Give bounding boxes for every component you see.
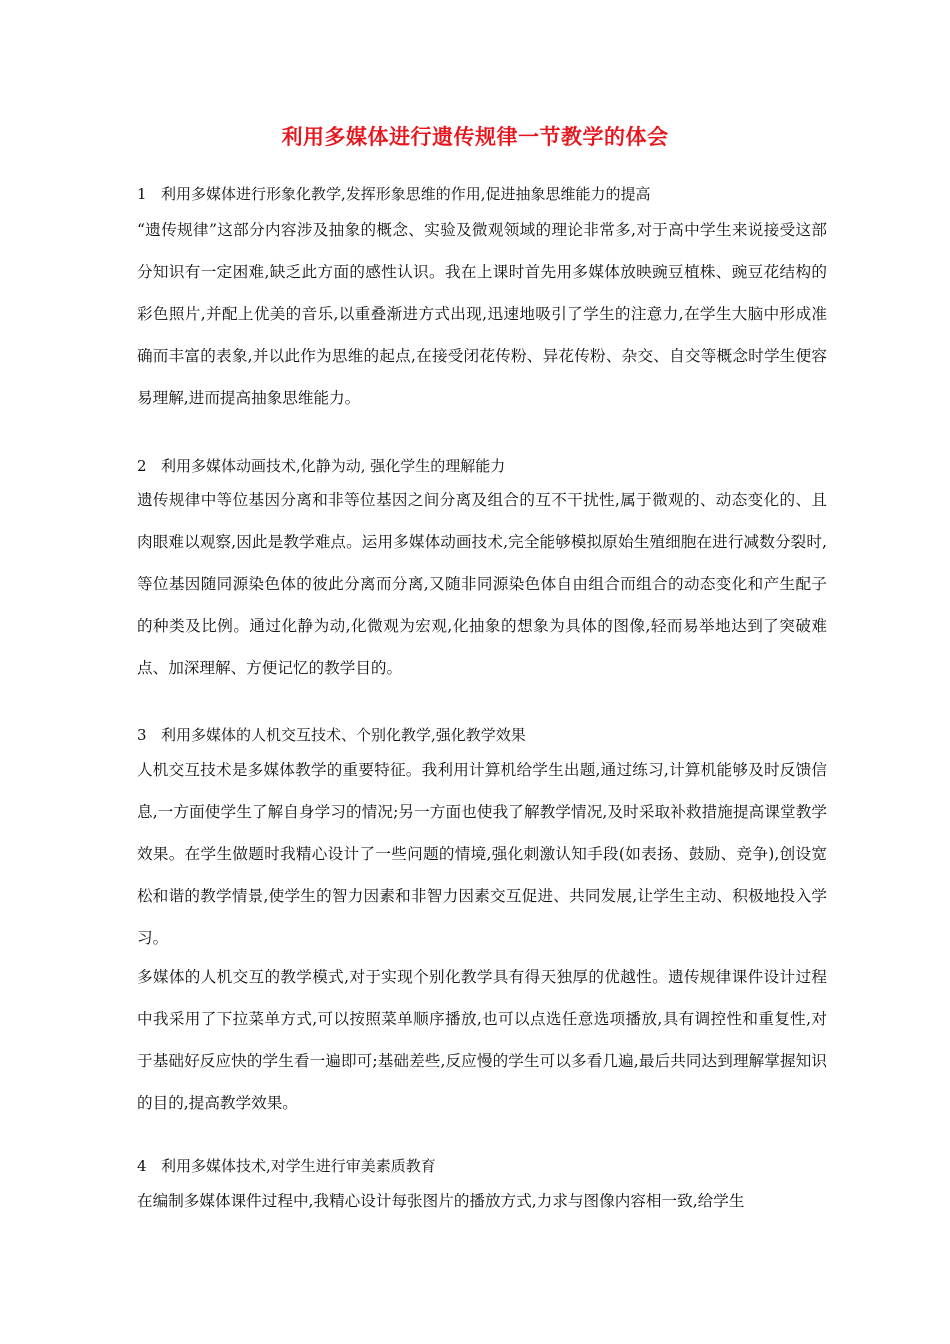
document-title: 利用多媒体进行遗传规律一节教学的体会 (281, 125, 669, 149)
section-3-number: 3 (137, 726, 147, 744)
section-2-heading-text: 利用多媒体动画技术,化静为动, 强化学生的理解能力 (161, 457, 506, 475)
section-1-paragraph-1: “遗传规律”这部分内容涉及抽象的概念、实验及微观领域的理论非常多,对于高中学生来说接受这部分知识有一定困难,缺乏此方面的感性认识。我在上课时首先用多媒体放映豌豆植株、豌豆花结构的彩色照片,并配上优美的音乐,以重叠渐进方式出现,迅速地吸引了学生的注意力,在学生大脑中形成准确而丰富的表象,并以此作为思维的起点,在接受闭花传粉、异花传粉、杂交、自交等概念时学生便容易理解,进而提高抽象思维能力。 (137, 221, 827, 407)
section-2-paragraph-1: 遗传规律中等位基因分离和非等位基因之间分离及组合的互不干扰性,属于微观的、动态变化的、且肉眼难以观察,因此是教学难点。运用多媒体动画技术,完全能够模拟原始生殖细胞在进行减数分裂时,等位基因随同源染色体的彼此分离而分离,又随非同源染色体自由组合而组合的动态变化和产生配子的种类及比例。通过化静为动,化微观为宏观,化抽象的想象为具体的图像,轻而易举地达到了突破难点、加深理解、方便记忆的教学目的。 (137, 491, 827, 677)
section-4-paragraph-1: 在编制多媒体课件过程中,我精心设计每张图片的播放方式,力求与图像内容相一致,给学生 (137, 1192, 745, 1210)
section-4-heading-text: 利用多媒体技术,对学生进行审美素质教育 (161, 1157, 436, 1175)
section-1-heading (137, 183, 837, 205)
section-1-heading-text: 利用多媒体进行形象化教学,发挥形象思维的作用,促进抽象思维能力的提高 (161, 185, 651, 203)
section-4-number: 4 (137, 1157, 147, 1175)
section-2-number: 2 (137, 457, 147, 475)
section-1-number: 1 (137, 185, 147, 203)
section-3-heading-text: 利用多媒体的人机交互技术、个别化教学,强化教学效果 (161, 726, 526, 744)
section-3-paragraph-1: 人机交互技术是多媒体教学的重要特征。我利用计算机给学生出题,通过练习,计算机能够及时反馈信息,一方面使学生了解自身学习的情况;另一方面也使我了解教学情况,及时采取补救措施提高课堂教学效果。在学生做题时我精心设计了一些问题的情境,强化刺激认知手段(如表扬、鼓励、竞争),创设宽松和谐的教学情景,使学生的智力因素和非智力因素交互促进、共同发展,让学生主动、积极地投入学习。 (137, 761, 827, 947)
section-3-paragraph-2: 多媒体的人机交互的教学模式,对于实现个别化教学具有得天独厚的优越性。遗传规律课件设计过程中我采用了下拉菜单方式,可以按照菜单顺序播放,也可以点选任意选项播放,具有调控性和重复性,对于基础好反应快的学生看一遍即可;基础差些,反应慢的学生可以多看几遍,最后共同达到理解掌握知识的目的,提高教学效果。 (137, 968, 827, 1112)
section-3-heading (137, 724, 837, 746)
section-2-heading (137, 455, 837, 477)
section-4-heading (137, 1155, 837, 1177)
